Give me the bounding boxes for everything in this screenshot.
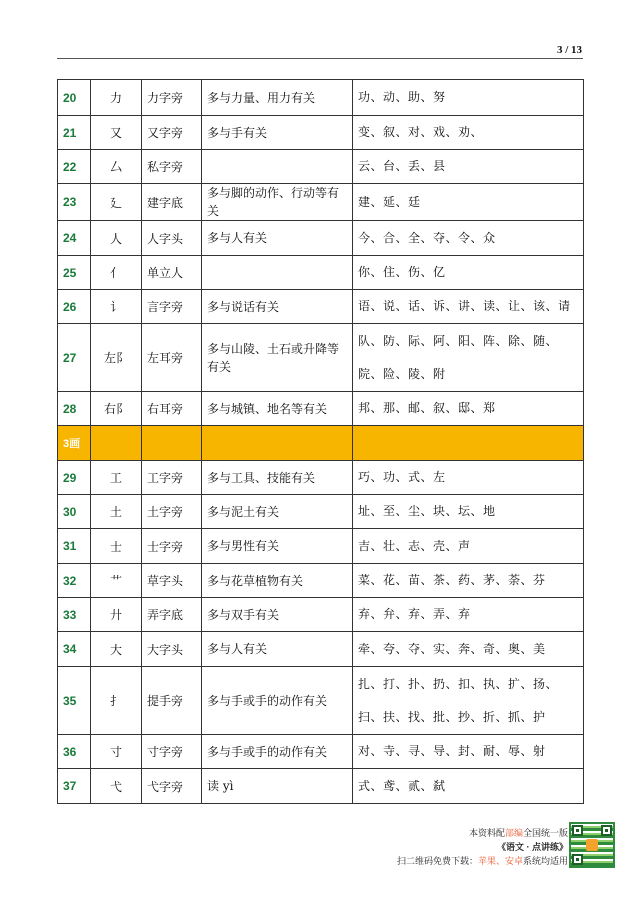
row-number: 30 [58, 495, 91, 529]
row-number: 3画 [58, 426, 91, 461]
row-number: 20 [58, 80, 91, 116]
example-characters: 变、叙、对、戏、劝、 [353, 116, 584, 150]
radical-glyph: 亻 [91, 256, 142, 290]
example-characters: 吉、壮、志、壳、声 [353, 529, 584, 564]
radical-glyph: 廴 [91, 184, 142, 221]
radical-glyph [91, 426, 142, 461]
footer-line-1: 本资料配部编全国统一版 [468, 828, 568, 838]
radical-name: 草字头 [142, 564, 202, 598]
row-number: 32 [58, 564, 91, 598]
radical-name: 单立人 [142, 256, 202, 290]
radical-meaning: 多与人有关 [202, 632, 353, 667]
radical-meaning: 读 yì [202, 769, 353, 804]
example-characters: 弃、弁、弃、弄、弃 [353, 598, 584, 632]
example-characters: 功、动、助、努 [353, 80, 584, 116]
table-row [58, 290, 584, 324]
table-row [58, 564, 584, 598]
radical-name [142, 426, 202, 461]
table-row [58, 324, 584, 392]
radical-glyph: 讠 [91, 290, 142, 324]
radical-name: 土字旁 [142, 495, 202, 529]
radical-meaning [202, 426, 353, 461]
radical-name: 工字旁 [142, 461, 202, 495]
example-characters: 队、防、际、阿、阳、阵、除、随、院、险、陵、附 [353, 324, 584, 392]
radical-meaning: 多与手或手的动作有关 [202, 667, 353, 735]
example-characters: 你、住、伤、亿 [353, 256, 584, 290]
table-row [58, 667, 584, 735]
table-row [58, 735, 584, 769]
section-header-row [58, 426, 584, 461]
radical-name: 力字旁 [142, 80, 202, 116]
table-row [58, 598, 584, 632]
radical-name: 建字底 [142, 184, 202, 221]
radical-name: 寸字旁 [142, 735, 202, 769]
radical-glyph: 人 [91, 221, 142, 256]
radical-meaning: 多与花草植物有关 [202, 564, 353, 598]
radical-glyph: 士 [91, 529, 142, 564]
example-characters: 址、至、尘、块、坛、地 [353, 495, 584, 529]
page-number: 3 / 13 [556, 44, 582, 56]
radical-glyph: 廾 [91, 598, 142, 632]
example-characters: 菜、花、苗、茶、药、茅、荼、芬 [353, 564, 584, 598]
row-number: 24 [58, 221, 91, 256]
example-characters: 扎、打、扑、扔、扣、执、扩、扬、扫、扶、找、批、抄、折、抓、护 [353, 667, 584, 735]
radical-meaning: 多与人有关 [202, 221, 353, 256]
radical-meaning: 多与山陵、土石或升降等有关 [202, 324, 353, 392]
radical-name: 大字头 [142, 632, 202, 667]
row-number: 25 [58, 256, 91, 290]
radical-glyph: 又 [91, 116, 142, 150]
footer-promo [397, 826, 568, 868]
radical-name: 左耳旁 [142, 324, 202, 392]
row-number: 31 [58, 529, 91, 564]
radical-meaning: 多与工具、技能有关 [202, 461, 353, 495]
row-number: 34 [58, 632, 91, 667]
radical-name: 又字旁 [142, 116, 202, 150]
radical-name: 弋字旁 [142, 769, 202, 804]
row-number: 23 [58, 184, 91, 221]
radical-meaning: 多与力量、用力有关 [202, 80, 353, 116]
row-number: 22 [58, 150, 91, 184]
row-number: 37 [58, 769, 91, 804]
radical-meaning: 多与城镇、地名等有关 [202, 392, 353, 426]
table-row [58, 116, 584, 150]
radical-meaning: 多与手有关 [202, 116, 353, 150]
row-number: 36 [58, 735, 91, 769]
table-row [58, 769, 584, 804]
footer-line-3: 扫二维码免费下载：苹果、安卓系统均适用 [396, 856, 568, 866]
radical-name: 言字旁 [142, 290, 202, 324]
radical-glyph: 扌 [91, 667, 142, 735]
radical-glyph: 力 [91, 80, 142, 116]
radical-table [57, 79, 584, 804]
table-row [58, 632, 584, 667]
table-row [58, 184, 584, 221]
example-characters: 建、延、廷 [353, 184, 584, 221]
radical-meaning: 多与说话有关 [202, 290, 353, 324]
radical-meaning: 多与泥土有关 [202, 495, 353, 529]
radical-glyph: 弋 [91, 769, 142, 804]
row-number: 35 [58, 667, 91, 735]
example-characters: 牵、夸、夺、实、奔、奇、奥、美 [353, 632, 584, 667]
row-number: 21 [58, 116, 91, 150]
table-row [58, 392, 584, 426]
row-number: 26 [58, 290, 91, 324]
example-characters: 云、台、丢、县 [353, 150, 584, 184]
radical-glyph: 右阝 [91, 392, 142, 426]
example-characters: 邦、那、邮、叙、邸、郑 [353, 392, 584, 426]
table-row [58, 256, 584, 290]
example-characters: 今、合、全、夺、令、众 [353, 221, 584, 256]
row-number: 28 [58, 392, 91, 426]
radical-name: 私字旁 [142, 150, 202, 184]
header-rule [57, 58, 583, 59]
radical-glyph: 大 [91, 632, 142, 667]
radical-glyph: 寸 [91, 735, 142, 769]
table-row [58, 150, 584, 184]
radical-meaning [202, 150, 353, 184]
example-characters: 对、寺、寻、导、封、耐、辱、射 [353, 735, 584, 769]
table-row [58, 495, 584, 529]
radical-name: 弄字底 [142, 598, 202, 632]
row-number: 29 [58, 461, 91, 495]
radical-glyph: 厶 [91, 150, 142, 184]
example-characters: 语、说、话、诉、讲、读、让、该、请 [353, 290, 584, 324]
footer-line-2: 《语文 · 点讲练》 [497, 842, 568, 852]
example-characters: 巧、功、式、左 [353, 461, 584, 495]
radical-name: 提手旁 [142, 667, 202, 735]
example-characters: 式、鸢、贰、弑 [353, 769, 584, 804]
radical-glyph: 土 [91, 495, 142, 529]
table-row [58, 221, 584, 256]
radical-meaning: 多与男性有关 [202, 529, 353, 564]
example-characters [353, 426, 584, 461]
radical-name: 士字旁 [142, 529, 202, 564]
radical-name: 人字头 [142, 221, 202, 256]
radical-glyph: 工 [91, 461, 142, 495]
radical-meaning [202, 256, 353, 290]
row-number: 27 [58, 324, 91, 392]
row-number: 33 [58, 598, 91, 632]
radical-meaning: 多与双手有关 [202, 598, 353, 632]
radical-glyph: 左阝 [91, 324, 142, 392]
radical-name: 右耳旁 [142, 392, 202, 426]
table-row [58, 80, 584, 116]
radical-meaning: 多与脚的动作、行动等有关 [202, 184, 353, 221]
qr-code-icon[interactable] [569, 822, 615, 868]
radical-glyph: 艹 [91, 564, 142, 598]
table-row [58, 461, 584, 495]
table-row [58, 529, 584, 564]
radical-meaning: 多与手或手的动作有关 [202, 735, 353, 769]
